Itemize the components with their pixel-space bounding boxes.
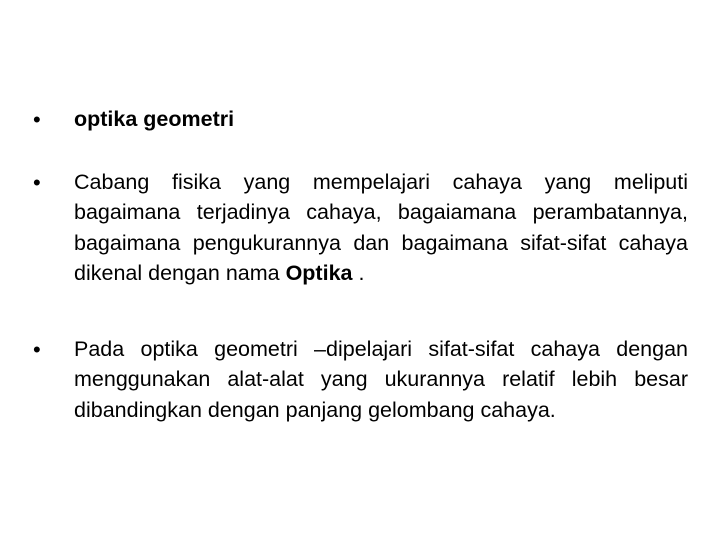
bullet-dot-icon: • xyxy=(33,170,41,195)
bullet-item-geometric xyxy=(33,334,688,425)
definition-end: . xyxy=(352,260,365,285)
bullet-dot-icon: • xyxy=(33,337,41,362)
bullet-paragraph: Pada optika geometri –dipelajari sifat-sifat cahaya dengan menggunakan alat-alat yang ukurannya relatif lebih besar dibandingkan dengan panjang gelombang cahaya. xyxy=(74,337,688,422)
bullet-dot-icon: • xyxy=(33,107,41,132)
definition-text: Cabang fisika yang mempelajari cahaya yang meliputi bagaimana terjadinya cahaya, bagaiamana perambatannya, bagaimana pengukurannya dan bagaimana sifat-sifat cahaya dikenal dengan nama xyxy=(74,170,688,285)
bullet-paragraph xyxy=(74,167,688,288)
heading-title: optika geometri xyxy=(74,107,235,131)
bold-term: Optika xyxy=(285,260,353,285)
heading-item xyxy=(33,104,688,134)
bullet-item-definition xyxy=(33,167,688,288)
